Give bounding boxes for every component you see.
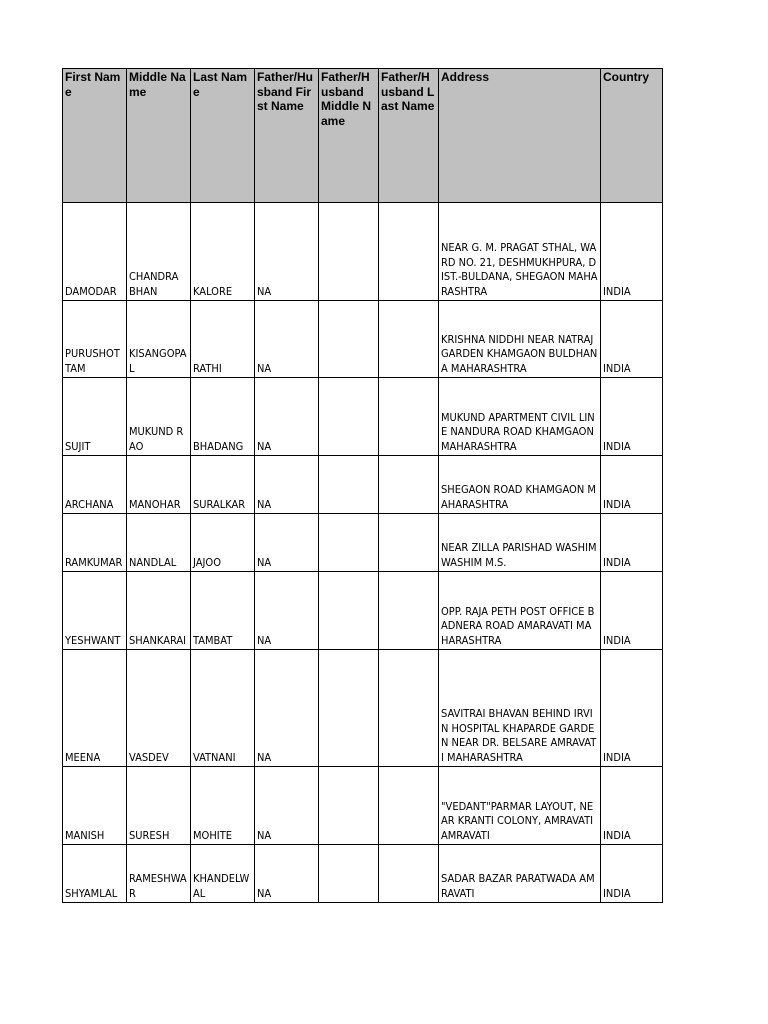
cell-country: INDIA (601, 514, 663, 572)
header-country: Country (601, 69, 663, 203)
cell-fh-last-name (379, 514, 439, 572)
cell-last-name: KHANDELWAL (191, 845, 255, 903)
header-row (63, 69, 663, 203)
header-father-husband-first-name: Father/Husband First Name (255, 69, 319, 203)
table-row (63, 767, 663, 845)
cell-address: SADAR BAZAR PARATWADA AMRAVATI (439, 845, 601, 903)
cell-address: SHEGAON ROAD KHAMGAON MAHARASHTRA (439, 456, 601, 514)
cell-fh-last-name (379, 203, 439, 301)
header-last-name: Last Name (191, 69, 255, 203)
cell-fh-first-name: NA (255, 203, 319, 301)
cell-middle-name: RAMESHWAR (127, 845, 191, 903)
cell-address: "VEDANT"PARMAR LAYOUT, NEAR KRANTI COLONY, AMRAVATI AMRAVATI (439, 767, 601, 845)
header-address: Address (439, 69, 601, 203)
cell-country: INDIA (601, 845, 663, 903)
cell-last-name: RATHI (191, 301, 255, 378)
cell-country: INDIA (601, 203, 663, 301)
cell-middle-name: MUKUND RAO (127, 378, 191, 456)
cell-country: INDIA (601, 378, 663, 456)
cell-last-name: SURALKAR (191, 456, 255, 514)
table-row (63, 845, 663, 903)
cell-fh-middle-name (319, 203, 379, 301)
cell-first-name: SUJIT (63, 378, 127, 456)
cell-last-name: TAMBAT (191, 572, 255, 650)
cell-middle-name: SURESH (127, 767, 191, 845)
cell-address: MUKUND APARTMENT CIVIL LINE NANDURA ROAD KHAMGAON MAHARASHTRA (439, 378, 601, 456)
cell-first-name: PURUSHOTTAM (63, 301, 127, 378)
cell-address: OPP. RAJA PETH POST OFFICE BADNERA ROAD AMARAVATI MAHARASHTRA (439, 572, 601, 650)
cell-first-name: SHYAMLAL (63, 845, 127, 903)
header-father-husband-middle-name: Father/Husband Middle Name (319, 69, 379, 203)
cell-fh-middle-name (319, 845, 379, 903)
cell-middle-name: SHANKARAI (127, 572, 191, 650)
cell-fh-first-name: NA (255, 767, 319, 845)
cell-first-name: DAMODAR (63, 203, 127, 301)
cell-fh-middle-name (319, 456, 379, 514)
cell-first-name: MANISH (63, 767, 127, 845)
records-table (62, 68, 663, 903)
cell-middle-name: KISANGOPAL (127, 301, 191, 378)
cell-fh-last-name (379, 456, 439, 514)
cell-fh-middle-name (319, 767, 379, 845)
cell-fh-last-name (379, 572, 439, 650)
cell-fh-last-name (379, 845, 439, 903)
cell-country: INDIA (601, 767, 663, 845)
cell-fh-first-name: NA (255, 301, 319, 378)
cell-first-name: ARCHANA (63, 456, 127, 514)
cell-fh-first-name: NA (255, 456, 319, 514)
table-row (63, 301, 663, 378)
cell-country: INDIA (601, 456, 663, 514)
cell-fh-middle-name (319, 572, 379, 650)
table-row (63, 650, 663, 767)
cell-last-name: VATNANI (191, 650, 255, 767)
cell-country: INDIA (601, 650, 663, 767)
cell-middle-name: CHANDRA BHAN (127, 203, 191, 301)
cell-fh-last-name (379, 650, 439, 767)
cell-address: SAVITRAI BHAVAN BEHIND IRVIN HOSPITAL KHAPARDE GARDEN NEAR DR. BELSARE AMRAVATI MAHARASHTRA (439, 650, 601, 767)
cell-fh-middle-name (319, 650, 379, 767)
cell-middle-name: MANOHAR (127, 456, 191, 514)
cell-address: NEAR ZILLA PARISHAD WASHIM WASHIM M.S. (439, 514, 601, 572)
header-middle-name: Middle Name (127, 69, 191, 203)
header-first-name: First Name (63, 69, 127, 203)
table-row (63, 378, 663, 456)
cell-fh-first-name: NA (255, 845, 319, 903)
table-row (63, 203, 663, 301)
cell-fh-middle-name (319, 514, 379, 572)
cell-address: KRISHNA NIDDHI NEAR NATRAJ GARDEN KHAMGAON BULDHANA MAHARASHTRA (439, 301, 601, 378)
cell-fh-last-name (379, 767, 439, 845)
cell-first-name: YESHWANT (63, 572, 127, 650)
table-row (63, 514, 663, 572)
cell-fh-last-name (379, 301, 439, 378)
cell-fh-last-name (379, 378, 439, 456)
cell-fh-first-name: NA (255, 650, 319, 767)
cell-fh-middle-name (319, 301, 379, 378)
cell-fh-first-name: NA (255, 572, 319, 650)
cell-last-name: BHADANG (191, 378, 255, 456)
table-row (63, 456, 663, 514)
cell-fh-middle-name (319, 378, 379, 456)
cell-fh-first-name: NA (255, 378, 319, 456)
cell-address: NEAR G. M. PRAGAT STHAL, WARD NO. 21, DESHMUKHPURA, DIST.-BULDANA, SHEGAON MAHARASHTRA (439, 203, 601, 301)
cell-last-name: MOHITE (191, 767, 255, 845)
cell-first-name: MEENA (63, 650, 127, 767)
cell-first-name: RAMKUMAR (63, 514, 127, 572)
header-father-husband-last-name: Father/Husband Last Name (379, 69, 439, 203)
cell-middle-name: NANDLAL (127, 514, 191, 572)
cell-last-name: KALORE (191, 203, 255, 301)
cell-fh-first-name: NA (255, 514, 319, 572)
cell-country: INDIA (601, 301, 663, 378)
cell-last-name: JAJOO (191, 514, 255, 572)
cell-country: INDIA (601, 572, 663, 650)
cell-middle-name: VASDEV (127, 650, 191, 767)
table-row (63, 572, 663, 650)
